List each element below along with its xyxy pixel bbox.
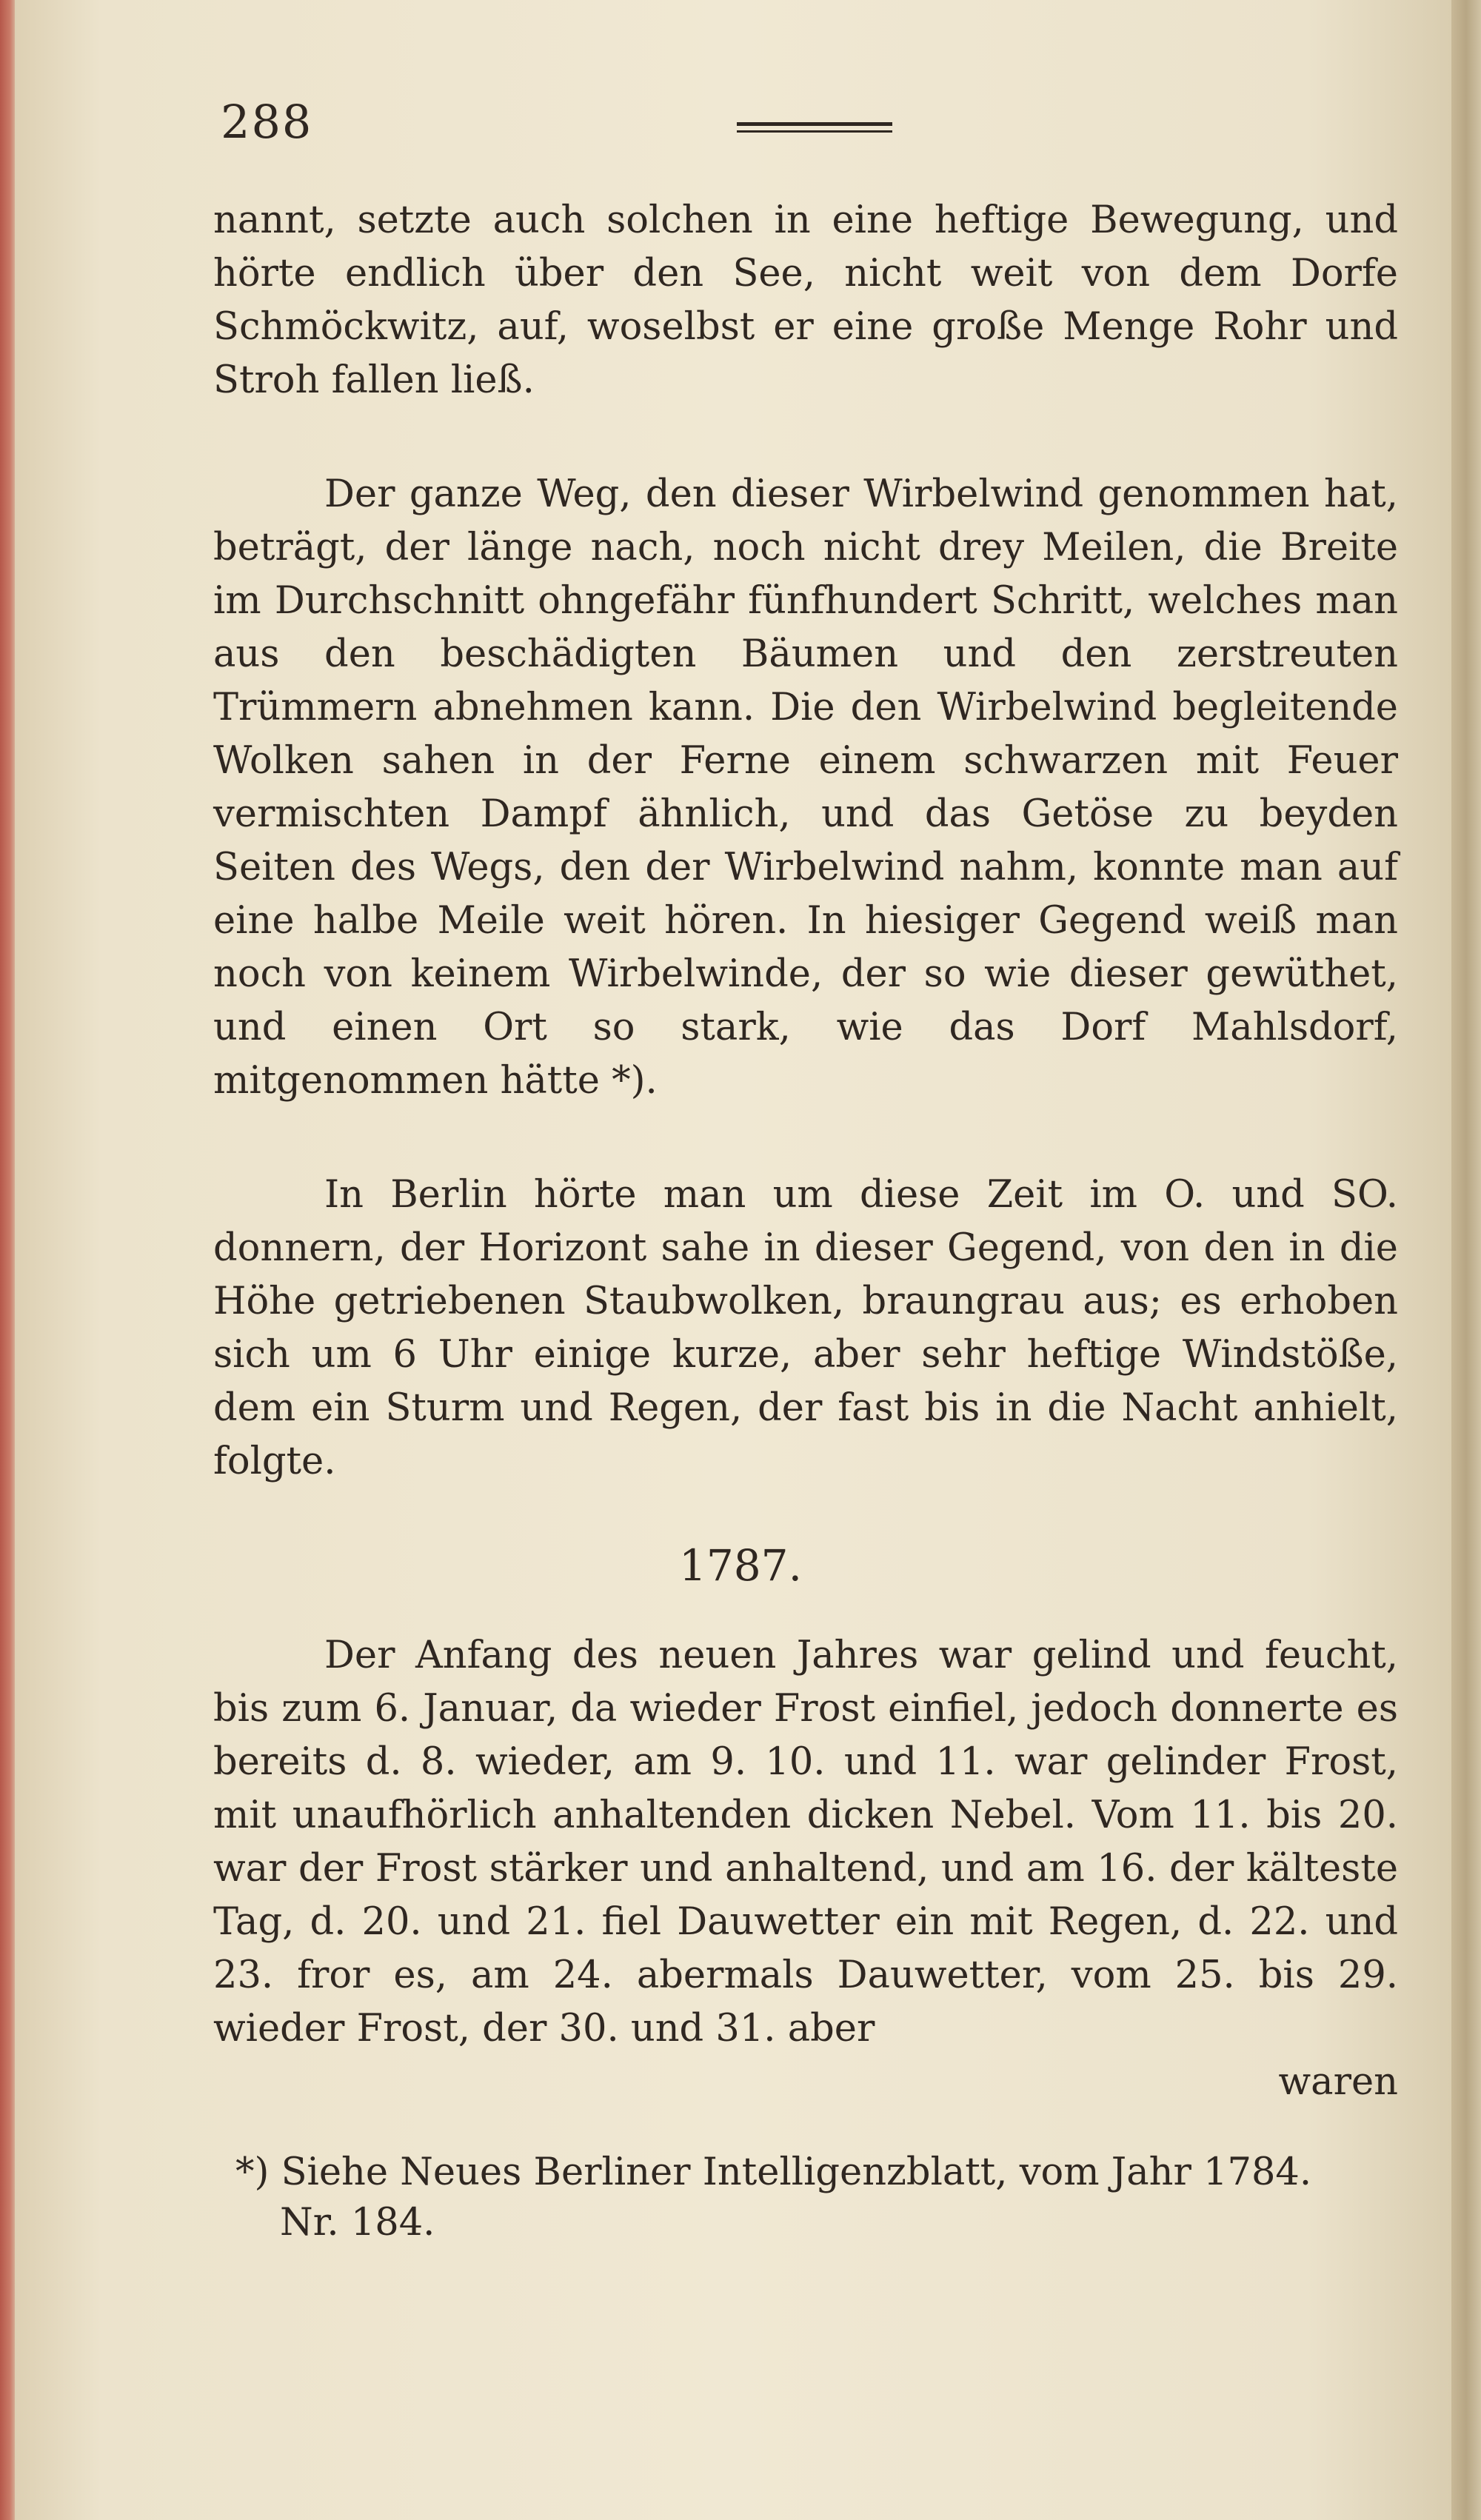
catchword: waren: [1278, 2060, 1398, 2104]
header-rule: [737, 122, 892, 143]
paragraph-1787: [213, 1629, 1398, 2109]
page-edge-left: [0, 0, 16, 2520]
paragraph-text: nannt, setzte auch solchen in eine heftige Bewegung, und hörte endlich über den See, nicht weit von dem Dorfe Schmöckwitz, auf, woselbst er eine große Menge Rohr und Stroh fallen ließ.: [213, 198, 1398, 402]
footnote-line-1: *) Siehe Neues Berliner Intelligenzblatt, vom Jahr 1784.: [235, 2150, 1312, 2194]
paragraph-continuation: [213, 194, 1398, 407]
page-number: 288: [221, 95, 313, 149]
footnote: [235, 2148, 1391, 2248]
paragraph-text: Der ganze Weg, den dieser Wirbelwind genommen hat, beträgt, der länge nach, noch nicht drey Meilen, die Breite im Durchschnitt ohngefähr fünfhundert Schritt, welches man aus den beschädigten Bäumen und den zerstreuten Trümmern abnehmen kann. Die den Wirbelwind begleitende Wolken sahen in der Ferne einem schwarzen mit Feuer vermischten Dampf ähnlich, und das Getöse zu beyden Seiten des Wegs, den der Wirbelwind nahm, konnte man auf eine halbe Meile weit hören. In hiesiger Gegend weiß man noch von keinem Wirbelwinde, der so wie dieser gewüthet, und einen Ort so stark, wie das Dorf Mahlsdorf, mitgenommen hätte *).: [213, 472, 1398, 1103]
page-edge-right: [1451, 0, 1481, 2520]
footnote-line-2: Nr. 184.: [280, 2201, 435, 2245]
paragraph-whirlwind-path: [213, 468, 1398, 1108]
paragraph-berlin: [213, 1169, 1398, 1488]
paragraph-text: Der Anfang des neuen Jahres war gelind und feucht, bis zum 6. Januar, da wieder Frost einfiel, jedoch donnerte es bereits d. 8. wieder, am 9. 10. und 11. war gelinder Frost, mit unaufhörlich anhaltenden dicken Nebel. Vom 11. bis 20. war der Frost stärker und anhaltend, und am 16. der kälteste Tag, d. 20. und 21. fiel Dauwetter ein mit Regen, d. 22. und 23. fror es, am 24. abermals Dauwetter, vom 25. bis 29. wieder Frost, der 30. und 31. aber: [213, 1634, 1398, 2051]
section-heading-year: 1787.: [678, 1540, 803, 1591]
paragraph-text: In Berlin hörte man um diese Zeit im O. und SO. donnern, der Horizont sahe in dieser Gegend, von den in die Höhe getriebenen Staubwolken, braungrau aus; es erhoben sich um 6 Uhr einige kurze, aber sehr heftige Windstöße, dem ein Sturm und Regen, der fast bis in die Nacht anhielt, folgte.: [213, 1173, 1398, 1483]
